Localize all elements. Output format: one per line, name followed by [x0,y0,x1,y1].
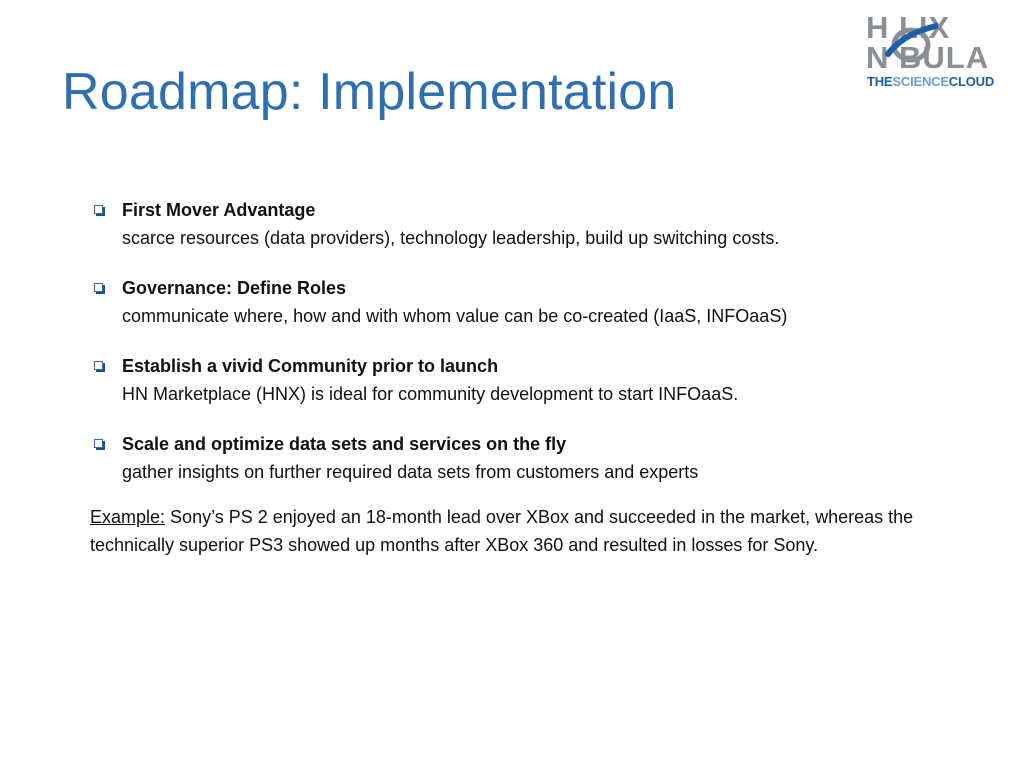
bullet-title: Scale and optimize data sets and services on the fly [122,434,567,454]
example-label: Example: [90,507,166,527]
bullet-item [90,196,970,252]
bullet-item [90,352,970,408]
logo-tagline [867,74,994,89]
example-text: Sony’s PS 2 enjoyed an 18-month lead over XBox and succeeded in the market, whereas the technically superior PS3 showed up months after XBox 360 and resulted in losses for Sony. [90,507,914,555]
bullet-description: scarce resources (data providers), technology leadership, build up switching costs. [122,228,780,248]
square-bullet-icon [94,205,103,214]
logo-tag-cloud: CLOUD [948,74,995,89]
bullet-title: Governance: Define Roles [122,278,347,298]
logo-swoosh-icon [884,16,938,70]
logo-line-2: N BULA [866,40,990,75]
logo-tag-science: SCIENCE [892,74,949,89]
logo-tag-the: THE [867,74,893,89]
logo-line-1: H LIX [866,10,951,45]
bullet-description: HN Marketplace (HNX) is ideal for community development to start INFOaaS. [122,384,739,404]
bullet-list [90,196,970,508]
bullet-title: Establish a vivid Community prior to launch [122,356,499,376]
square-bullet-icon [94,361,103,370]
square-bullet-icon [94,283,103,292]
example-paragraph [90,503,970,559]
bullet-item [90,274,970,330]
bullet-item [90,430,970,486]
bullet-title: First Mover Advantage [122,200,316,220]
bullet-description: gather insights on further required data sets from customers and experts [122,462,699,482]
square-bullet-icon [94,439,103,448]
slide-title: Roadmap: Implementation [62,63,677,121]
bullet-description: communicate where, how and with whom value can be co-created (IaaS, INFOaaS) [122,306,788,326]
helix-nebula-logo [862,12,1014,92]
